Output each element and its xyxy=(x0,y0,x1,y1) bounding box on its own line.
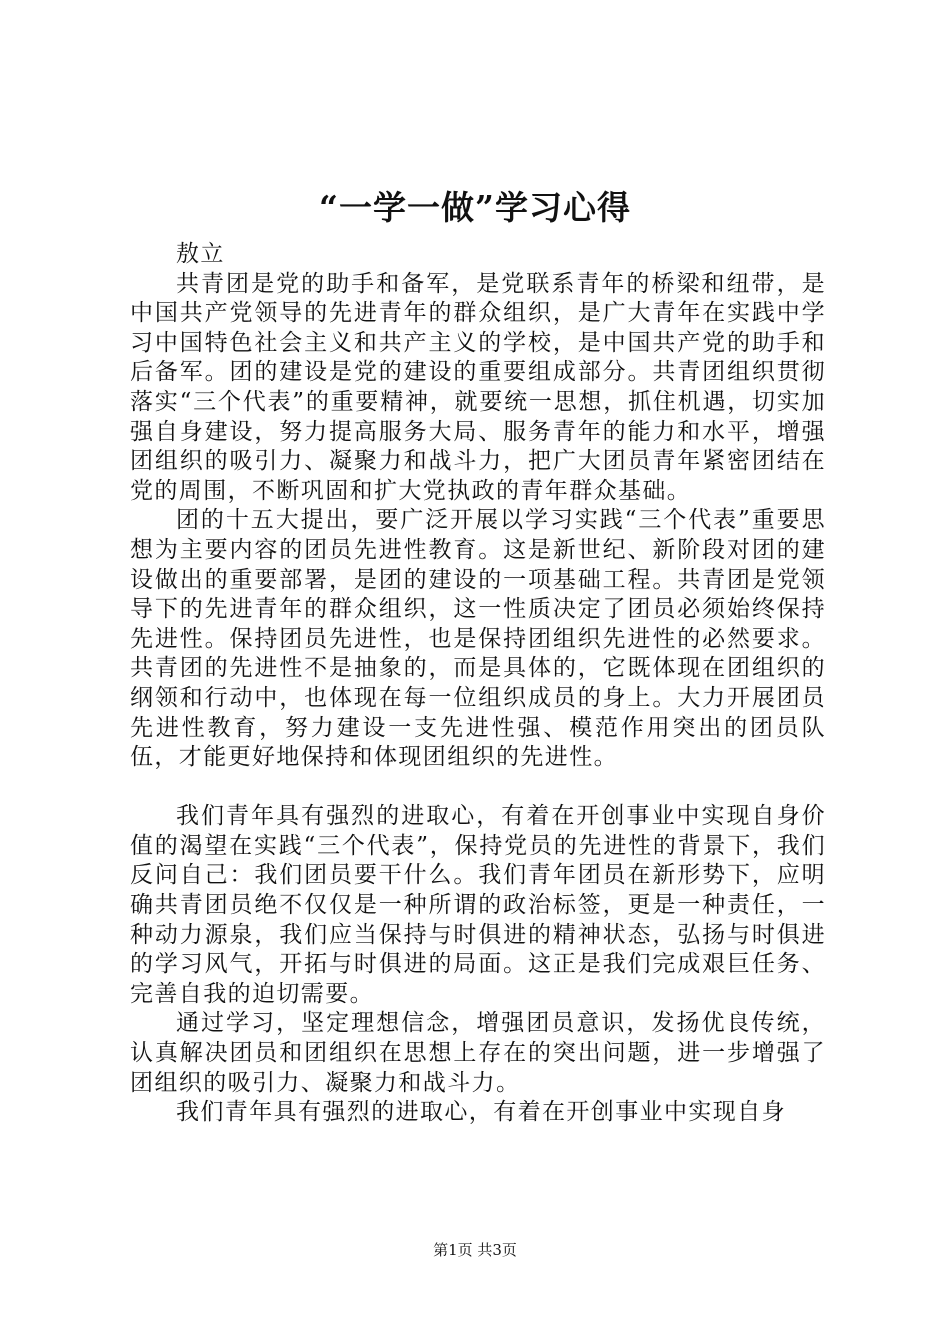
author-name: 敖立 xyxy=(176,241,225,267)
paragraph-4: 通过学习，坚定理想信念，增强团员意识，发扬优良传统，认真解决团员和团组织在思想上存在的突出问题，进一步增强了团组织的吸引力、凝聚力和战斗力。 xyxy=(130,1010,826,1096)
paragraph-1: 共青团是党的助手和备军，是党联系青年的桥梁和纽带，是中国共产党领导的先进青年的群众组织，是广大青年在实践中学习中国特色社会主义和共产主义的学校，是中国共产党的助手和后备军。团的建设是党的建设的重要组成部分。共青团组织贯彻落实“三个代表”的重要精神，就要统一思想，抓住机遇，切实加强自身建设，努力提高服务大局、服务青年的能力和水平，增强团组织的吸引力、凝聚力和战斗力，把广大团员青年紧密团结在党的周围，不断巩固和扩大党执政的青年群众基础。 xyxy=(130,270,826,504)
page-footer: 第1页 共3页 xyxy=(433,1241,517,1259)
document-body xyxy=(130,240,826,1128)
paragraph-2: 团的十五大提出，要广泛开展以学习实践“三个代表”重要思想为主要内容的团员先进性教育。这是新世纪、新阶段对团的建设做出的重要部署，是团的建设的一项基础工程。共青团是党领导下的先进青年的群众组织，这一性质决定了团员必须始终保持先进性。保持团员先进性，也是保持团组织先进性的必然要求。共青团的先进性不是抽象的，而是具体的，它既体现在团组织的纲领和行动中，也体现在每一位组织成员的身上。大力开展团员先进性教育，努力建设一支先进性强、模范作用突出的团员队伍，才能更好地保持和体现团组织的先进性。 xyxy=(130,507,826,771)
document-title: “一学一做”学习心得 xyxy=(319,188,631,227)
paragraph-5: 我们青年具有强烈的进取心，有着在开创事业中实现自身 xyxy=(176,1099,786,1126)
paragraph-3: 我们青年具有强烈的进取心，有着在开创事业中实现自身价值的渴望在实践“三个代表”，保持党员的先进性的背景下，我们反问自己：我们团员要干什么。我们青年团员在新形势下，应明确共青团员绝不仅仅是一种所谓的政治标签，更是一种责任，一种动力源泉，我们应当保持与时俱进的精神状态，弘扬与时俱进的学习风气，开拓与时俱进的局面。这正是我们完成艰巨任务、完善自我的迫切需要。 xyxy=(130,803,826,1007)
